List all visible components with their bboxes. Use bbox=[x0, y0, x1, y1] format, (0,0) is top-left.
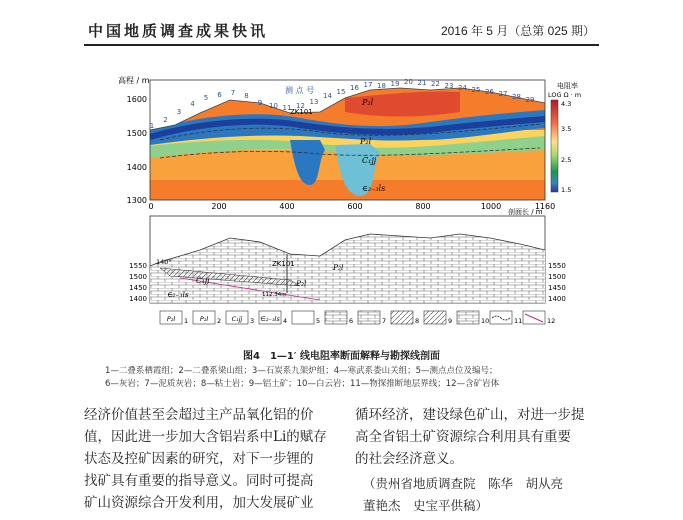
colorbar-tick: 3.5 bbox=[561, 125, 572, 133]
legend-number: 2 bbox=[217, 317, 222, 325]
borehole-label: ZK101 bbox=[272, 260, 295, 268]
legend-number: 7 bbox=[382, 317, 387, 325]
unit-label: P₂l bbox=[362, 98, 374, 107]
legend-number: 6 bbox=[349, 317, 354, 325]
station-label: 测 点 号 bbox=[285, 86, 315, 95]
station-number: 7 bbox=[230, 89, 236, 97]
station-number: 23 bbox=[444, 82, 454, 90]
legend-number: 8 bbox=[415, 317, 420, 325]
credit-line: （贵州省地质调查院 陈华 胡从亮 bbox=[363, 476, 564, 491]
legend-symbol-label: P₂l bbox=[166, 315, 176, 323]
station-number: 3 bbox=[176, 108, 182, 116]
legend-swatch bbox=[325, 311, 347, 324]
station-number: 22 bbox=[431, 80, 440, 88]
legend-number: 3 bbox=[250, 317, 255, 325]
author-credit bbox=[363, 473, 613, 517]
station-number: 27 bbox=[498, 90, 508, 98]
station-number: 26 bbox=[485, 88, 494, 96]
text-line: 循环经济，建设绿色矿山，对进一步提 bbox=[355, 407, 585, 423]
unit-label: ∈₂₋₃ls bbox=[167, 290, 189, 299]
legend-symbol-label: ∈₂₋₃ls bbox=[260, 315, 280, 323]
station-number: 15 bbox=[336, 88, 346, 96]
station-number: 20 bbox=[404, 78, 413, 86]
station-number: 21 bbox=[417, 79, 427, 87]
x-tick: 1000 bbox=[480, 202, 502, 211]
station-number: 1 bbox=[149, 122, 155, 130]
y-axis-title: 高程 / m bbox=[118, 76, 150, 85]
issue-label: 2016 年 5 月（总第 025 期） bbox=[440, 24, 595, 38]
x-tick: 800 bbox=[415, 202, 431, 211]
station-number: 5 bbox=[203, 94, 209, 102]
station-number: 25 bbox=[471, 86, 481, 94]
legend-swatch bbox=[457, 311, 479, 324]
legend-number: 12 bbox=[547, 317, 556, 325]
legend-number: 1 bbox=[184, 317, 189, 325]
station-number: 14 bbox=[323, 92, 332, 100]
text-line: 找矿具有重要的指导意义。同时可提高 bbox=[84, 473, 314, 489]
right-tick: 1550 bbox=[548, 262, 566, 270]
station-number: 9 bbox=[257, 99, 263, 107]
x-axis-title: 剖面长 / m bbox=[508, 208, 543, 216]
resistivity-section bbox=[118, 75, 581, 216]
station-number: 4 bbox=[190, 100, 195, 108]
y-tick: 1600 bbox=[126, 95, 147, 104]
credit-line: 董艳杰 史宝平供稿） bbox=[363, 498, 489, 513]
colorbar-tick: 4.3 bbox=[561, 100, 572, 108]
right-tick: 1500 bbox=[548, 273, 566, 281]
text-line: 矿山资源综合开发利用，加大发展矿业 bbox=[84, 495, 314, 511]
text-line: 值，因此进一步加大含铝岩系中Li的赋存 bbox=[84, 429, 327, 445]
station-number: 10 bbox=[269, 102, 278, 110]
x-tick: 200 bbox=[211, 202, 227, 211]
x-tick: 1160 bbox=[534, 202, 556, 211]
legend-swatch bbox=[292, 311, 314, 324]
right-tick: 1450 bbox=[548, 284, 566, 292]
text-line: 经济价值甚至会超过主产品氧化铝的价 bbox=[84, 407, 314, 423]
legend-swatch bbox=[424, 311, 446, 324]
station-number: 18 bbox=[377, 82, 386, 90]
journal-title: 中国地质调查成果快讯 bbox=[88, 22, 269, 40]
figure bbox=[0, 56, 683, 346]
station-number: 28 bbox=[512, 93, 521, 101]
station-number: 16 bbox=[350, 84, 359, 92]
station-number: 13 bbox=[309, 98, 319, 106]
station-number: 8 bbox=[244, 92, 249, 100]
station-number: 19 bbox=[390, 80, 400, 88]
left-tick: 1450 bbox=[129, 284, 147, 292]
colorbar-tick: 1.5 bbox=[561, 186, 572, 194]
colorbar-unit: LOG Ω · m bbox=[548, 91, 582, 99]
station-number: 12 bbox=[296, 102, 305, 110]
station-number: 11 bbox=[282, 104, 292, 112]
x-tick: 0 bbox=[148, 202, 154, 211]
legend-number: 4 bbox=[283, 317, 288, 325]
y-tick: 1500 bbox=[126, 129, 147, 138]
unit-label: C₁jj bbox=[196, 276, 210, 285]
figure-caption: 图4 1—1′ 线电阻率断面解释与勘探线剖面 bbox=[243, 351, 440, 362]
legend-number: 10 bbox=[481, 317, 490, 325]
station-number: 24 bbox=[458, 84, 467, 92]
legend-number: 5 bbox=[316, 317, 321, 325]
legend-text-line: 6—灰岩；7—泥质灰岩；8—粘土岩；9—铝土矿；10—白云岩；11—物探推断地层界线；12—含矿岩体 bbox=[105, 379, 500, 389]
station-number: 6 bbox=[217, 91, 222, 99]
legend-symbol-label: P₂l bbox=[199, 315, 209, 323]
unit-label: P₂l bbox=[296, 279, 307, 288]
text-line: 高全省铝土矿资源综合利用具有重要 bbox=[355, 429, 571, 445]
station-number: 17 bbox=[363, 81, 373, 89]
text-line: 状态及控矿因素的研究，对下一步锂的 bbox=[84, 451, 314, 467]
header-rule bbox=[84, 44, 599, 46]
legend-number: 11 bbox=[514, 317, 523, 325]
right-tick: 1400 bbox=[548, 295, 566, 303]
legend-swatch bbox=[391, 311, 413, 324]
legend-text-line: 1—二叠系栖霞组；2—二叠系梁山组；3—石炭系九架炉组；4—寒武系娄山关组；5—测点点位及编号； bbox=[105, 366, 498, 376]
body-column-right bbox=[355, 404, 615, 470]
x-tick: 600 bbox=[347, 202, 363, 211]
symbol-legend bbox=[160, 311, 555, 325]
y-tick: 1300 bbox=[126, 196, 147, 205]
left-tick: 1550 bbox=[129, 262, 147, 270]
text-line: 的社会经济意义。 bbox=[355, 451, 463, 467]
station-number: 2 bbox=[163, 116, 168, 124]
unit-label: P₂l bbox=[333, 263, 344, 272]
legend-swatch bbox=[358, 311, 380, 324]
legend-number: 9 bbox=[448, 317, 453, 325]
y-tick: 1400 bbox=[126, 163, 147, 172]
colorbar-title: 电阻率 bbox=[557, 82, 578, 90]
x-tick: 400 bbox=[279, 202, 295, 211]
colorbar-tick: 2.5 bbox=[561, 156, 572, 164]
unit-label: C₁jj bbox=[362, 156, 377, 165]
geologic-section bbox=[129, 216, 566, 303]
depth-label: 112.34m bbox=[262, 292, 287, 298]
left-tick: 1400 bbox=[129, 295, 147, 303]
colorbar bbox=[551, 100, 558, 192]
borehole-label: ZK101 bbox=[290, 108, 313, 116]
unit-label: ∈₂₋₃ls bbox=[362, 184, 386, 193]
left-tick: 1500 bbox=[129, 273, 147, 281]
body-column-left bbox=[84, 404, 346, 514]
unit-label: P₂l bbox=[360, 137, 372, 146]
station-number: 29 bbox=[525, 96, 535, 104]
legend-symbol-label: C₁jj bbox=[231, 315, 243, 323]
dip-label: 140° bbox=[156, 258, 172, 266]
